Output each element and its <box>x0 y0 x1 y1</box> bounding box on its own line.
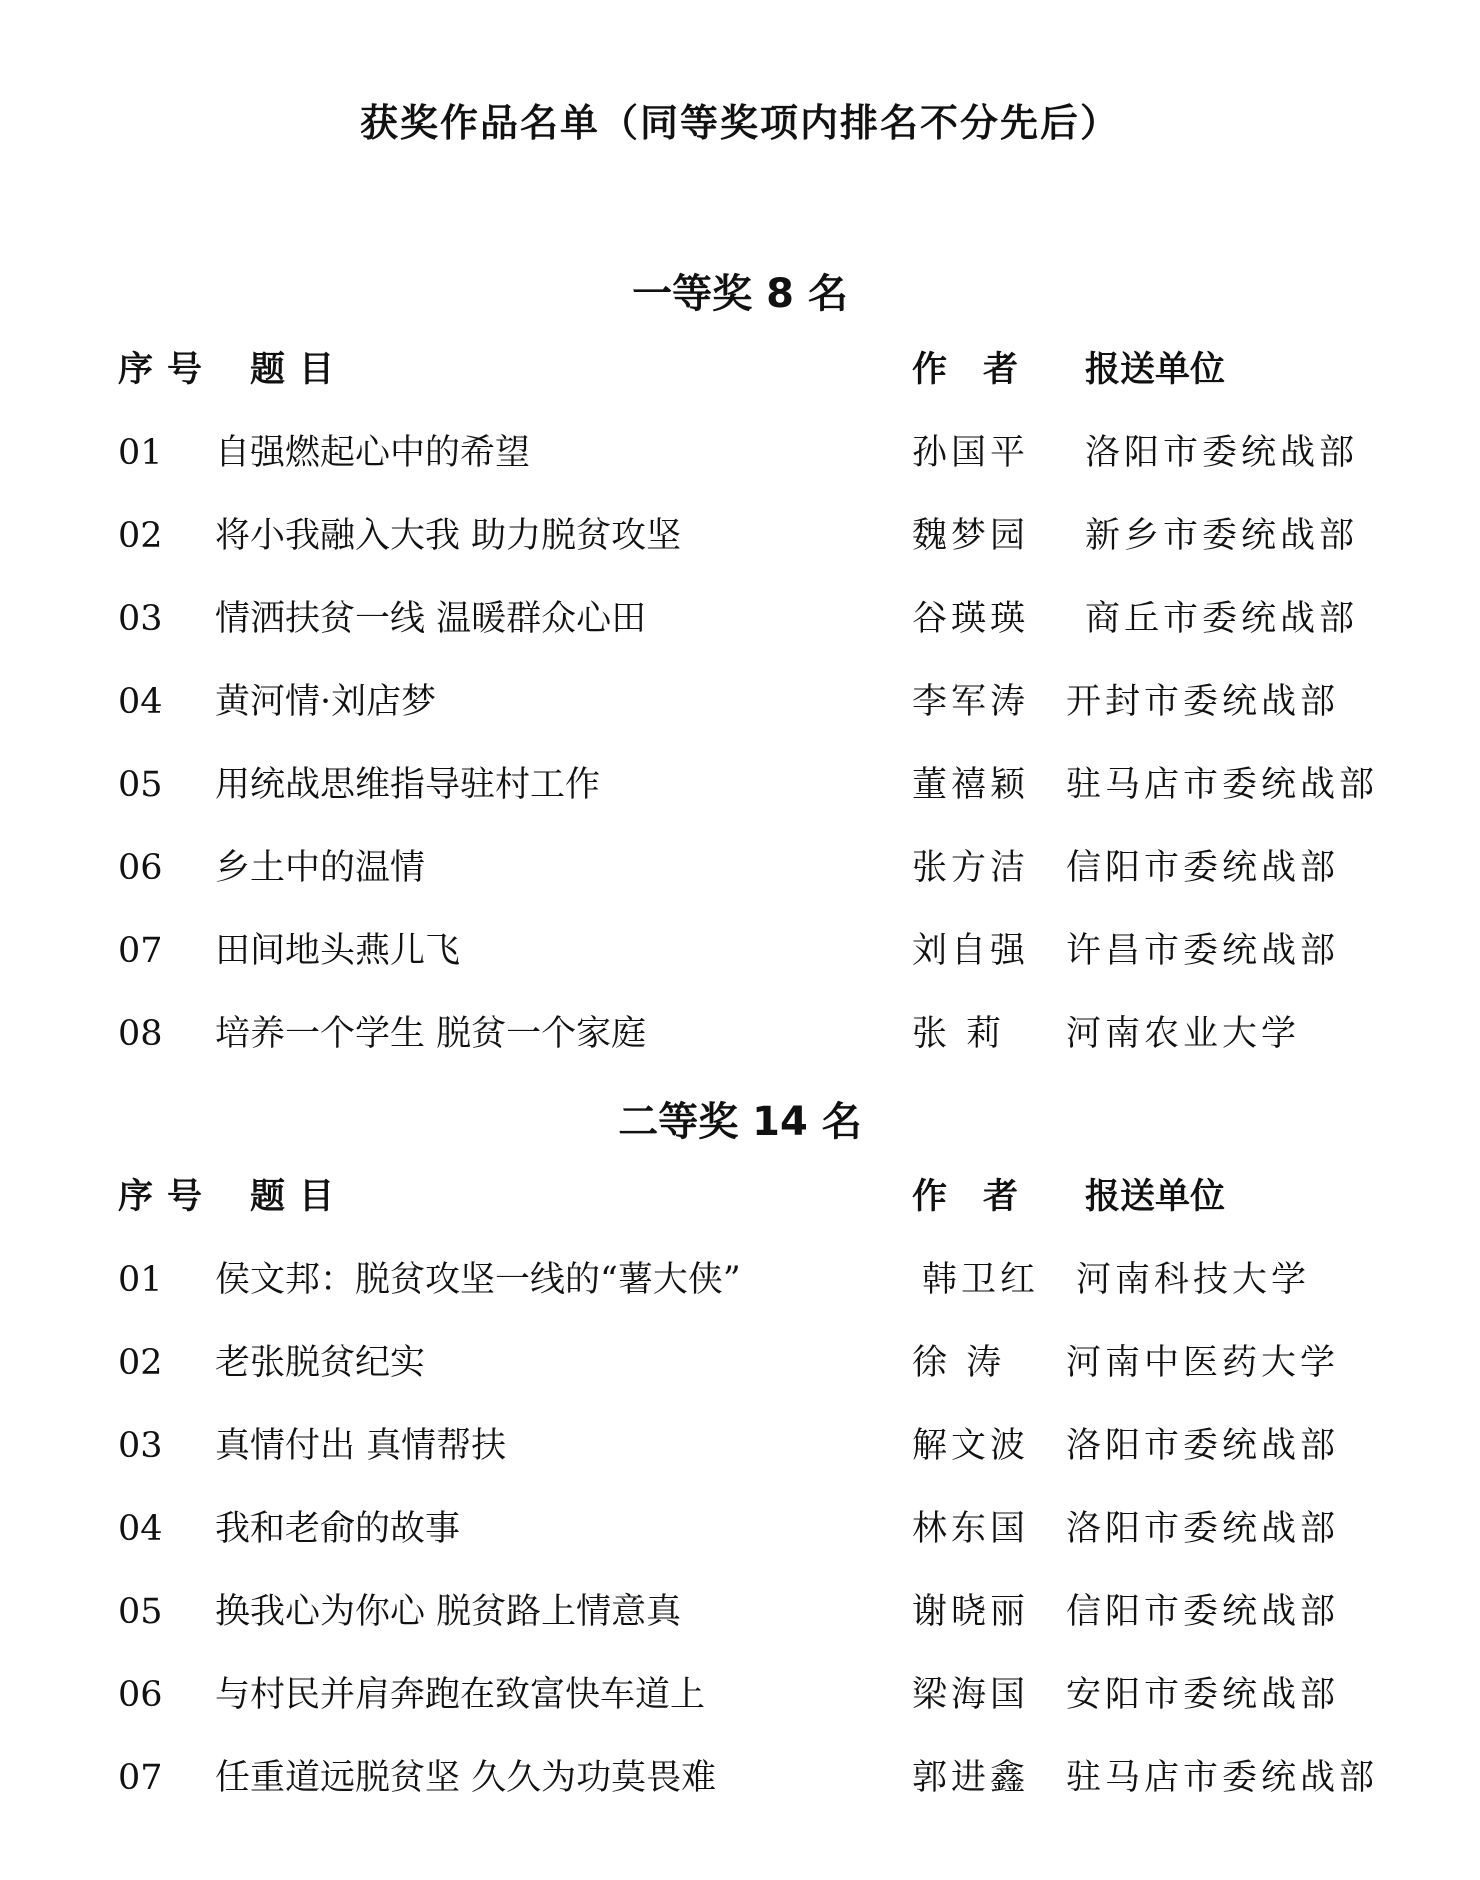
row-unit: 洛阳市委统战部 <box>1066 1426 1340 1466</box>
row-seq: 07 <box>118 1758 163 1798</box>
row-author: 刘自强 <box>912 931 1030 971</box>
row-author: 谷瑛瑛 <box>912 599 1030 639</box>
header-seq: 序号 <box>118 1177 217 1217</box>
row-title: 用统战思维指导驻村工作 <box>215 765 601 805</box>
header-author: 作者 <box>912 1177 1055 1217</box>
table-row <box>0 760 1480 810</box>
row-seq: 02 <box>118 516 163 556</box>
row-author: 孙国平 <box>912 433 1030 473</box>
table-row <box>0 1421 1480 1471</box>
row-title: 老张脱贫纪实 <box>215 1343 426 1383</box>
row-author: 谢晓丽 <box>912 1592 1030 1632</box>
row-title: 黄河情·刘店梦 <box>215 682 437 722</box>
row-title: 真情付出 真情帮扶 <box>215 1426 507 1466</box>
row-unit: 驻马店市委统战部 <box>1066 1758 1379 1798</box>
header-author: 作者 <box>912 350 1055 390</box>
header-seq: 序号 <box>118 350 217 390</box>
row-title: 乡土中的温情 <box>215 848 426 888</box>
table-row <box>0 1753 1480 1803</box>
row-title: 与村民并肩奔跑在致富快车道上 <box>215 1675 706 1715</box>
row-unit: 河南农业大学 <box>1066 1014 1301 1054</box>
row-title: 任重道远脱贫坚 久久为功莫畏难 <box>215 1758 717 1798</box>
row-unit: 安阳市委统战部 <box>1066 1675 1340 1715</box>
row-seq: 01 <box>118 1260 163 1300</box>
header-title: 题目 <box>250 350 349 390</box>
row-unit: 洛阳市委统战部 <box>1085 433 1359 473</box>
row-unit: 商丘市委统战部 <box>1085 599 1359 639</box>
table-row <box>0 428 1480 478</box>
table-row <box>0 843 1480 893</box>
row-title: 侯文邦：脱贫攻坚一线的“薯大侠” <box>215 1260 741 1300</box>
table-row <box>0 511 1480 561</box>
row-title: 自强燃起心中的希望 <box>215 433 531 473</box>
header-unit: 报送单位 <box>1085 1177 1226 1217</box>
second-prize-column-headers <box>0 1172 1480 1222</box>
header-title: 题目 <box>250 1177 349 1217</box>
row-author: 林东国 <box>912 1509 1030 1549</box>
table-row <box>0 677 1480 727</box>
row-unit: 河南科技大学 <box>1076 1260 1311 1300</box>
row-seq: 04 <box>118 682 163 722</box>
row-author: 李军涛 <box>912 682 1030 722</box>
table-row <box>0 1504 1480 1554</box>
row-unit: 信阳市委统战部 <box>1066 848 1340 888</box>
row-seq: 04 <box>118 1509 163 1549</box>
table-row <box>0 1338 1480 1388</box>
second-prize-heading: 二等奖 14 名 <box>618 1099 862 1145</box>
row-seq: 03 <box>118 1426 163 1466</box>
table-row <box>0 1670 1480 1720</box>
row-unit: 许昌市委统战部 <box>1066 931 1340 971</box>
row-unit: 新乡市委统战部 <box>1085 516 1359 556</box>
row-title: 我和老俞的故事 <box>215 1509 461 1549</box>
row-author: 张方洁 <box>912 848 1030 888</box>
row-title: 田间地头燕儿飞 <box>215 931 461 971</box>
first-prize-heading: 一等奖 8 名 <box>632 271 848 317</box>
row-seq: 08 <box>118 1014 163 1054</box>
row-author: 张 莉 <box>912 1014 1006 1054</box>
row-unit: 河南中医药大学 <box>1066 1343 1340 1383</box>
row-author: 魏梦园 <box>912 516 1030 556</box>
row-author: 郭进鑫 <box>912 1758 1030 1798</box>
header-unit: 报送单位 <box>1085 350 1226 390</box>
table-row <box>0 1255 1480 1305</box>
row-seq: 03 <box>118 599 163 639</box>
row-title: 换我心为你心 脱贫路上情意真 <box>215 1592 682 1632</box>
row-title: 情洒扶贫一线 温暖群众心田 <box>215 599 647 639</box>
row-unit: 驻马店市委统战部 <box>1066 765 1379 805</box>
row-seq: 07 <box>118 931 163 971</box>
row-title: 培养一个学生 脱贫一个家庭 <box>215 1014 647 1054</box>
row-author: 徐 涛 <box>912 1343 1006 1383</box>
row-seq: 02 <box>118 1343 163 1383</box>
row-unit: 洛阳市委统战部 <box>1066 1509 1340 1549</box>
row-seq: 06 <box>118 848 163 888</box>
row-seq: 06 <box>118 1675 163 1715</box>
table-row <box>0 926 1480 976</box>
first-prize-column-headers <box>0 345 1480 395</box>
page-title: 获奖作品名单（同等奖项内排名不分先后） <box>359 101 1120 145</box>
row-seq: 01 <box>118 433 163 473</box>
row-author: 董禧颖 <box>912 765 1030 805</box>
row-title: 将小我融入大我 助力脱贫攻坚 <box>215 516 682 556</box>
table-row <box>0 1009 1480 1059</box>
row-seq: 05 <box>118 1592 163 1632</box>
table-row <box>0 594 1480 644</box>
table-row <box>0 1587 1480 1637</box>
row-author: 解文波 <box>912 1426 1030 1466</box>
row-unit: 信阳市委统战部 <box>1066 1592 1340 1632</box>
row-unit: 开封市委统战部 <box>1066 682 1340 722</box>
row-author: 梁海国 <box>912 1675 1030 1715</box>
row-author: 韩卫红 <box>922 1260 1040 1300</box>
row-seq: 05 <box>118 765 163 805</box>
